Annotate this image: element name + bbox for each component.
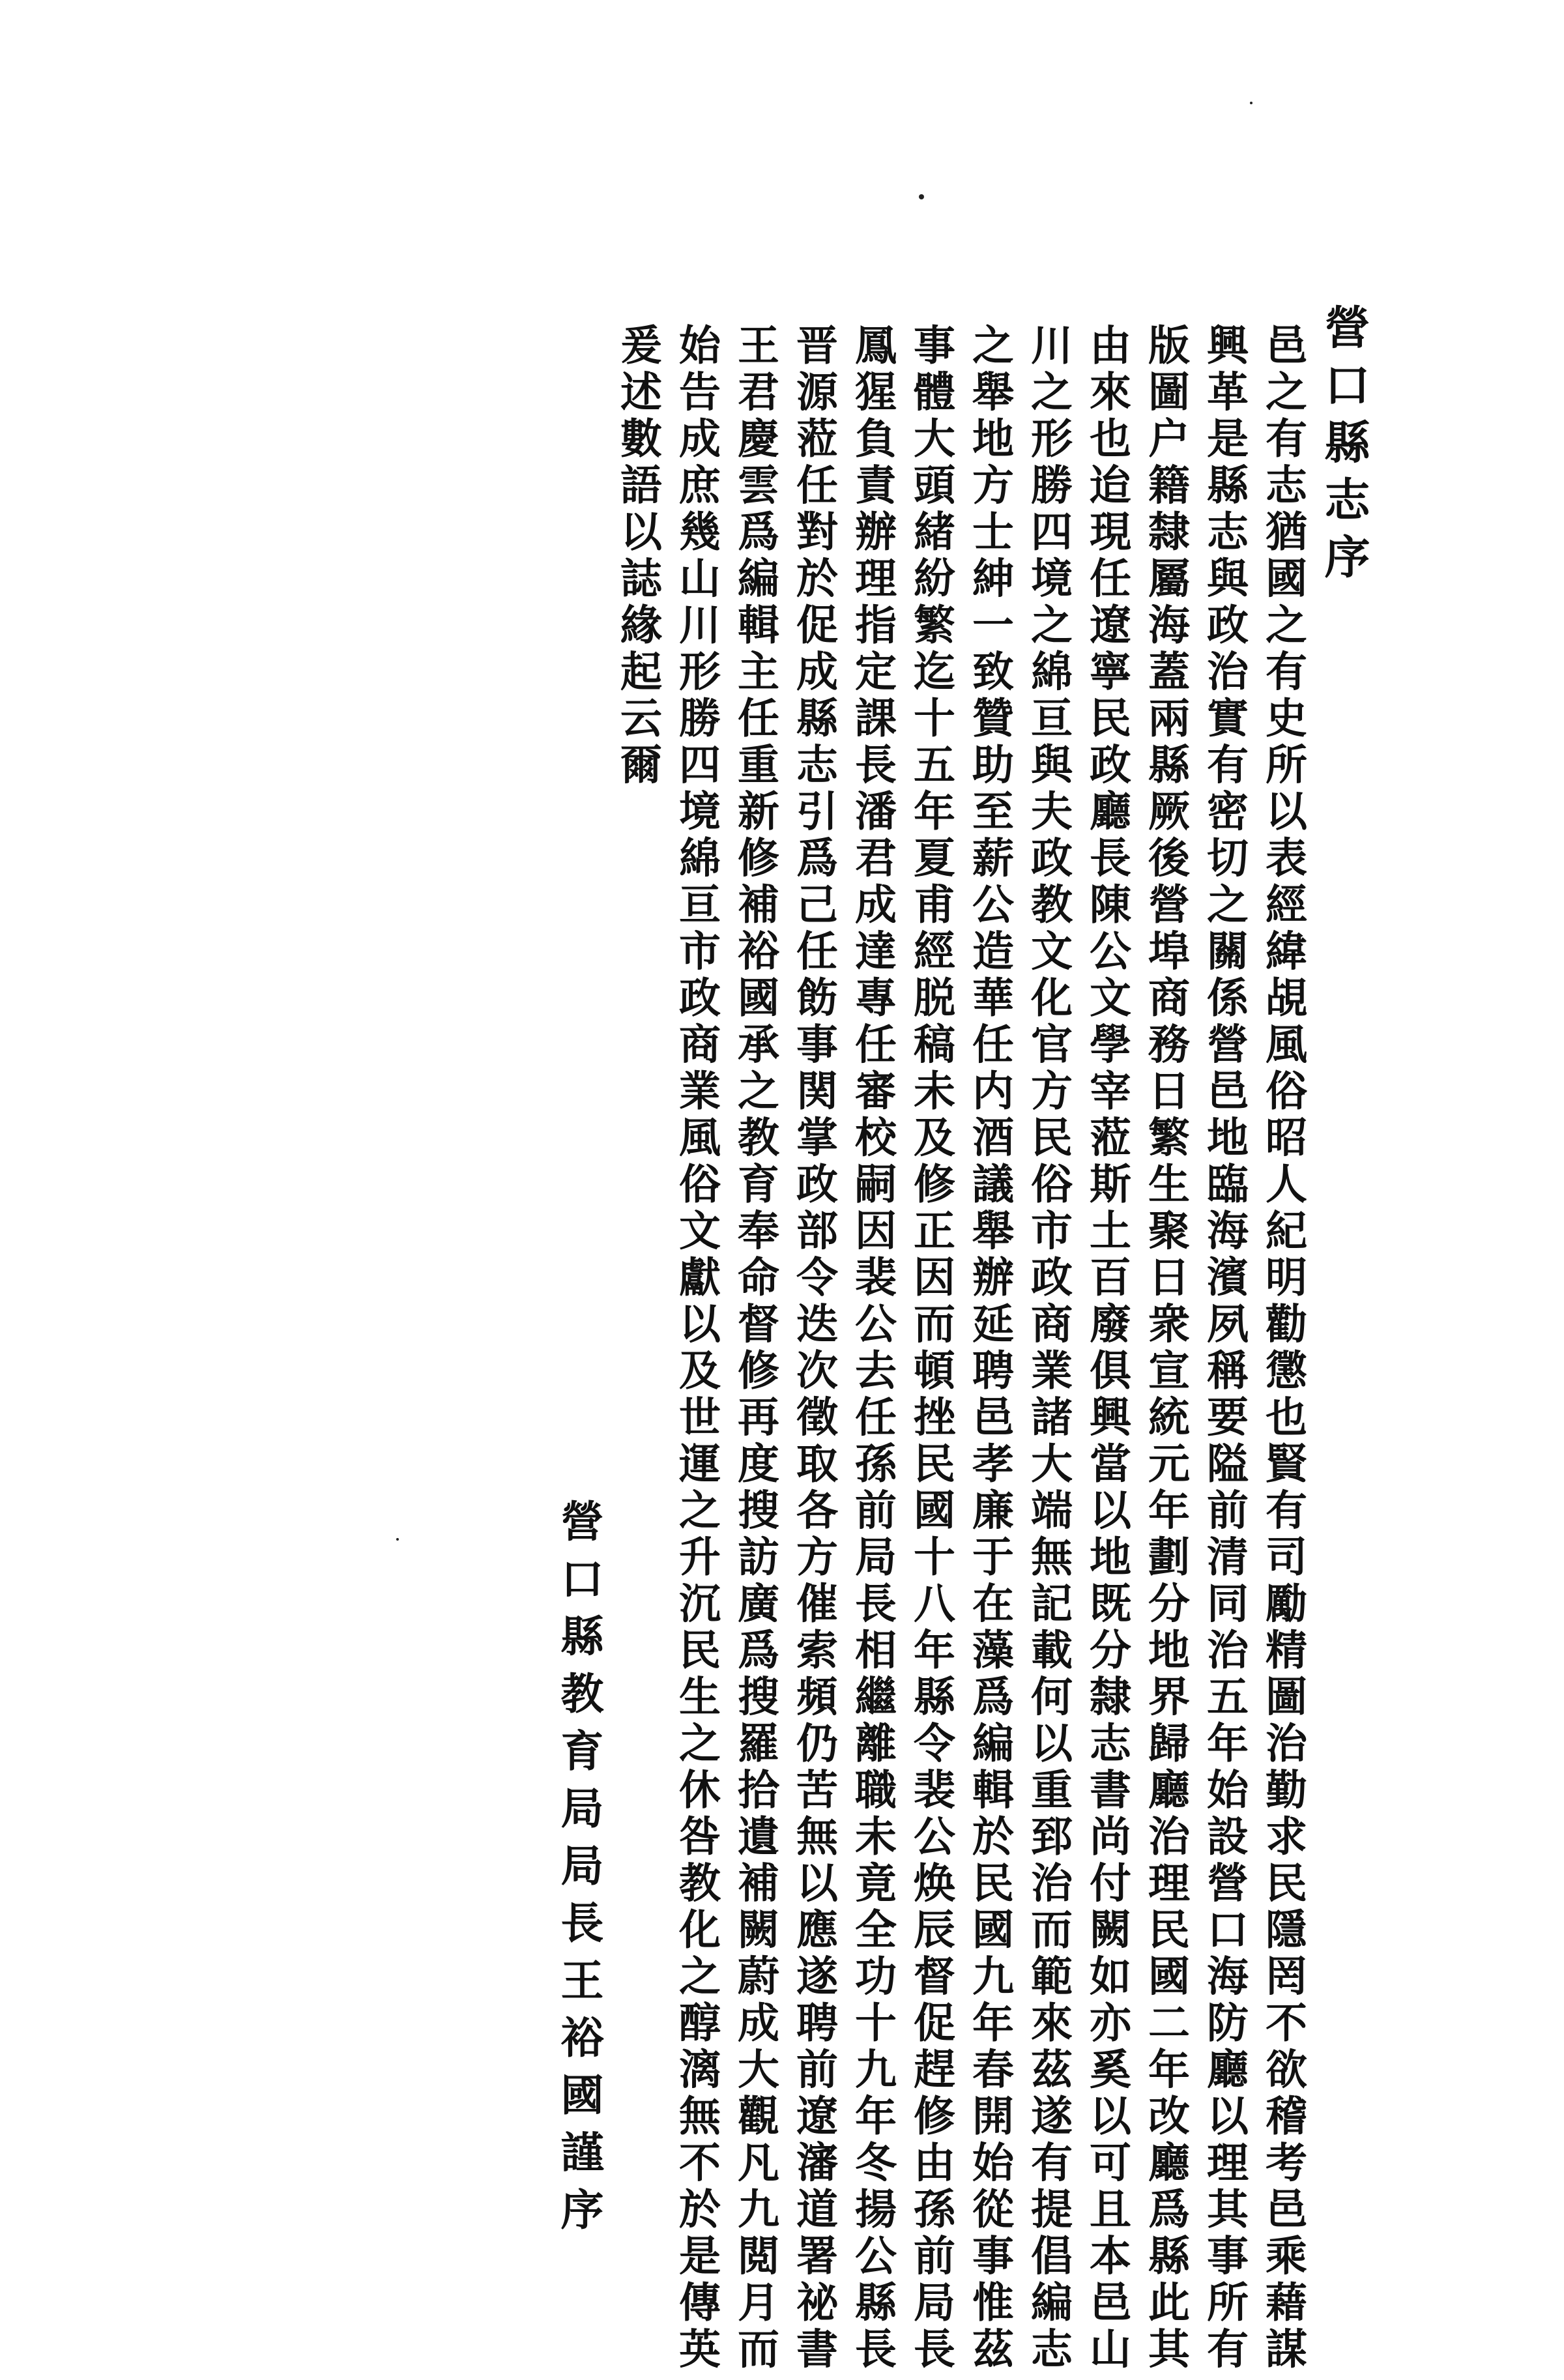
text-column-8: 鳳猩負責辦理指定課長潘君成達專任審校嗣因裴公去任孫前局長相繼離職未竟全功十九年冬揚公縣長 [848,323,897,2373]
text-column-4: 由來也迨現任遼寧民政廳長陳公文學宰蒞斯土百廢俱興當以地既分隸志書尚付闕如亦奚以可且本邑山 [1082,323,1131,2373]
text-column-12: 爰述數語以誌緣起云爾 [613,323,662,789]
text-column-5: 川之形勝四境之綿亘與夫政教文化官方民俗市政商業諸大端無記載何以重郅治而範來茲遂有提倡編志 [1024,323,1073,2373]
text-column-9: 晋源蒞任對於促成縣志引爲己任飭事関掌政部令迭次徵取各方催索頻仍苦無以應遂聘前遼瀋道署祕書 [789,323,838,2373]
text-column-3: 版圖户籍隸屬海蓋兩縣厥後營埠商務日繁生聚日衆宣統元年劃分地界歸廳治理民國二年改廳爲縣此其 [1141,323,1190,2373]
text-column-6: 之舉地方士紳一致贊助至薪公造華任内酒議舉辦延聘邑孝廉于在藻爲編輯於民國九年春開始從事惟茲 [965,323,1014,2373]
text-column-2: 興革是縣志與政治實有密切之關係營邑地臨海濱夙稱要隘前清同治五年始設營口海防廳以理其事所有 [1200,323,1249,2373]
text-column-7: 事體大頭緒紛繁迄十五年夏甫經脱稿未及修正因而頓挫民國十八年縣令裴公焕辰督促趕修由孫前局長 [906,323,955,2373]
text-column-11: 始告成庶幾山川形勝四境綿亘市政商業風俗文獻以及世運之升沉民生之休咎教化之醇漓無不於是傳英 [672,323,721,2373]
scan-speck [1250,102,1253,104]
page-title: 營口縣志序 [1317,304,1371,590]
text-column-10: 王君慶雲爲編輯主任重新修補裕國承之教育奉命督修再度搜訪廣爲搜羅拾遺補闕蔚成大觀凡九閲月而 [731,323,779,2373]
text-column-1: 邑之有志猶國之有史所以表經緯覘風俗昭人紀明勸懲也賢有司勵精圖治勤求民隱罔不欲稽考邑乘藉謀 [1258,323,1307,2373]
signature: 營口縣教育局局長王裕國謹序 [553,1499,604,2244]
scan-speck [396,1538,399,1541]
scan-speck [919,194,924,199]
